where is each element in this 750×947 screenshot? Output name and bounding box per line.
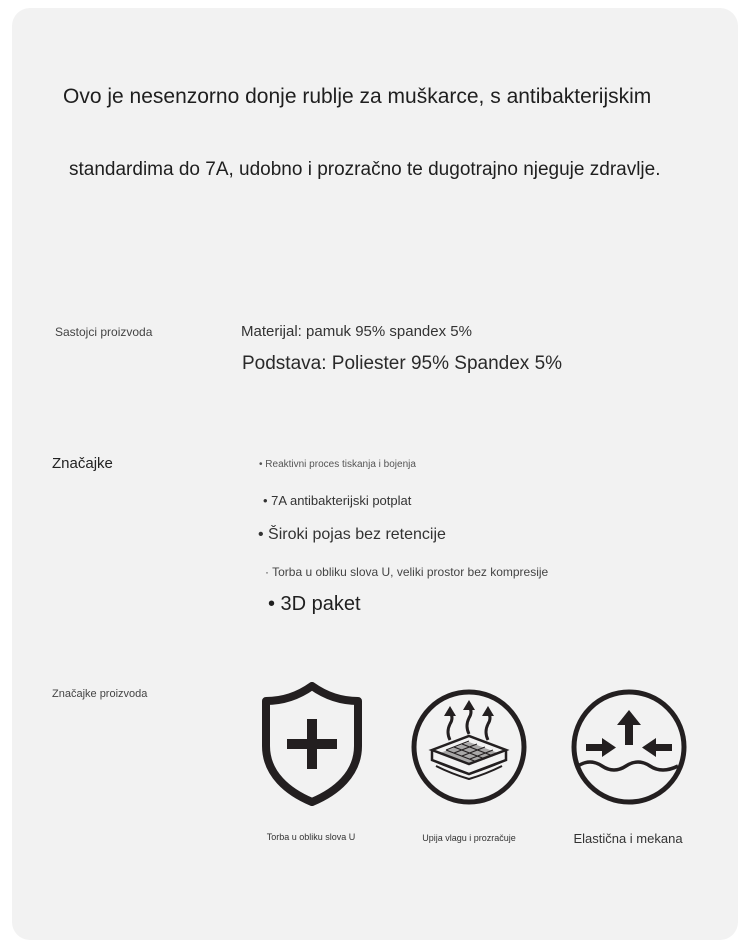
feature-item-1: • Reaktivni proces tiskanja i bojenja <box>259 459 416 470</box>
feature-item-5: • 3D paket <box>268 593 361 615</box>
intro-line-2: standardima do 7A, udobno i prozračno te dugotrajno njeguje zdravlje. <box>69 159 661 180</box>
intro-line-1: Ovo je nesenzorno donje rublje za muškarce, s antibakterijskim <box>63 85 652 108</box>
caption-3: Elastična i mekana <box>573 831 683 846</box>
caption-1: Torba u obliku slova U <box>266 832 356 842</box>
feature-item-2: • 7A antibakterijski potplat <box>263 493 412 508</box>
features-label: Značajke <box>52 455 113 472</box>
product-info-card <box>12 8 738 940</box>
elastic-wave-icon <box>570 688 688 806</box>
product-features-label: Značajke proizvoda <box>52 688 148 700</box>
composition-label: Sastojci proizvoda <box>55 325 153 339</box>
caption-2: Upija vlagu i prozračuje <box>422 833 516 843</box>
shield-plus-icon <box>260 682 364 806</box>
lining-value: Podstava: Poliester 95% Spandex 5% <box>242 353 563 374</box>
feature-item-4: · Torba u obliku slova U, veliki prostor bez kompresije <box>265 565 549 579</box>
material-value: Materijal: pamuk 95% spandex 5% <box>241 323 472 340</box>
feature-item-3: • Široki pojas bez retencije <box>258 526 446 543</box>
breathable-fabric-icon <box>410 688 528 806</box>
